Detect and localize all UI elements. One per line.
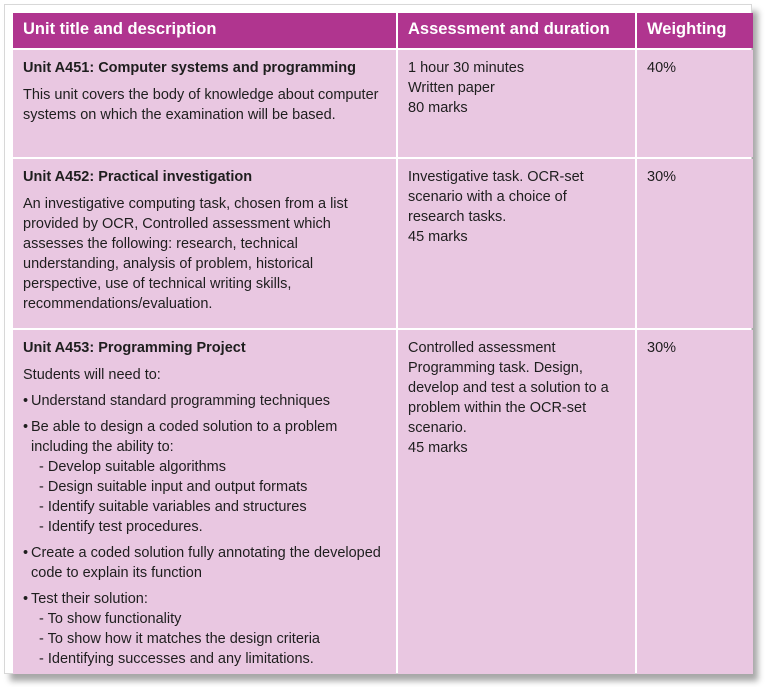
unit-title: Unit A453: Programming Project: [23, 340, 246, 356]
units-table: [13, 13, 751, 674]
header-unit: Unit title and description: [13, 13, 396, 48]
assessment-line: 45 marks: [408, 229, 468, 245]
weighting-value: 30%: [647, 169, 677, 185]
sub-item: - Identify suitable variables and structures: [39, 499, 307, 515]
assessment-line: 1 hour 30 minutes: [408, 60, 525, 76]
sub-item: - Identify test procedures.: [39, 519, 203, 535]
table-card: [4, 4, 752, 674]
bullet-text: Test their solution:: [31, 591, 148, 607]
assessment-line: 45 marks: [408, 440, 468, 456]
unit-title: Unit A451: Computer systems and programming: [23, 60, 357, 76]
weighting-cell-a451: [637, 50, 753, 157]
list-item: [23, 391, 386, 411]
list-item: [23, 543, 386, 583]
unit-intro: Students will need to:: [23, 367, 161, 383]
list-item: [23, 417, 386, 457]
sub-item: - To show functionality: [39, 611, 182, 627]
weighting-value: 40%: [647, 60, 677, 76]
bullet-text: Create a coded solution fully annotating the developed code to explain its function: [31, 545, 381, 581]
bullet-icon: •: [23, 591, 29, 607]
bullet-icon: •: [23, 545, 29, 561]
assessment-cell-a451: [398, 50, 635, 157]
sub-item: - Identifying successes and any limitations.: [39, 651, 314, 667]
weighting-value: 30%: [647, 340, 677, 356]
header-assessment: Assessment and duration: [398, 13, 635, 48]
bullet-icon: •: [23, 393, 29, 409]
assessment-line: Written paper: [408, 80, 495, 96]
sub-item: - Develop suitable algorithms: [39, 459, 226, 475]
sub-item: - To show how it matches the design criteria: [39, 631, 321, 647]
unit-title: Unit A452: Practical investigation: [23, 169, 253, 185]
unit-cell-a452: [13, 159, 396, 328]
bullet-text: Understand standard programming techniques: [31, 393, 331, 409]
assessment-line: 80 marks: [408, 100, 468, 116]
bullet-text: Be able to design a coded solution to a problem including the ability to:: [31, 419, 338, 455]
assessment-line: Programming task. Design, develop and test a solution to a problem within the OCR-set scenario.: [408, 360, 609, 436]
assessment-cell-a452: [398, 159, 635, 328]
sub-item: - Design suitable input and output formats: [39, 479, 308, 495]
assessment-line: Investigative task. OCR-set scenario with a choice of research tasks.: [408, 169, 584, 225]
header-weighting: Weighting: [637, 13, 753, 48]
list-item: [23, 589, 386, 609]
bullet-icon: •: [23, 419, 29, 435]
weighting-cell-a452: [637, 159, 753, 328]
unit-description: An investigative computing task, chosen from a list provided by OCR, Controlled assessment which assesses the following: research, technical understanding, analysis of problem, historical perspective, use of technical writing skills, recommendations/evaluation.: [23, 196, 348, 312]
assessment-cell-a453: [398, 330, 635, 674]
unit-description: This unit covers the body of knowledge about computer systems on which the examination will be based.: [23, 87, 379, 123]
assessment-line: Controlled assessment: [408, 340, 556, 356]
unit-cell-a453: [13, 330, 396, 674]
weighting-cell-a453: [637, 330, 753, 674]
unit-cell-a451: [13, 50, 396, 157]
